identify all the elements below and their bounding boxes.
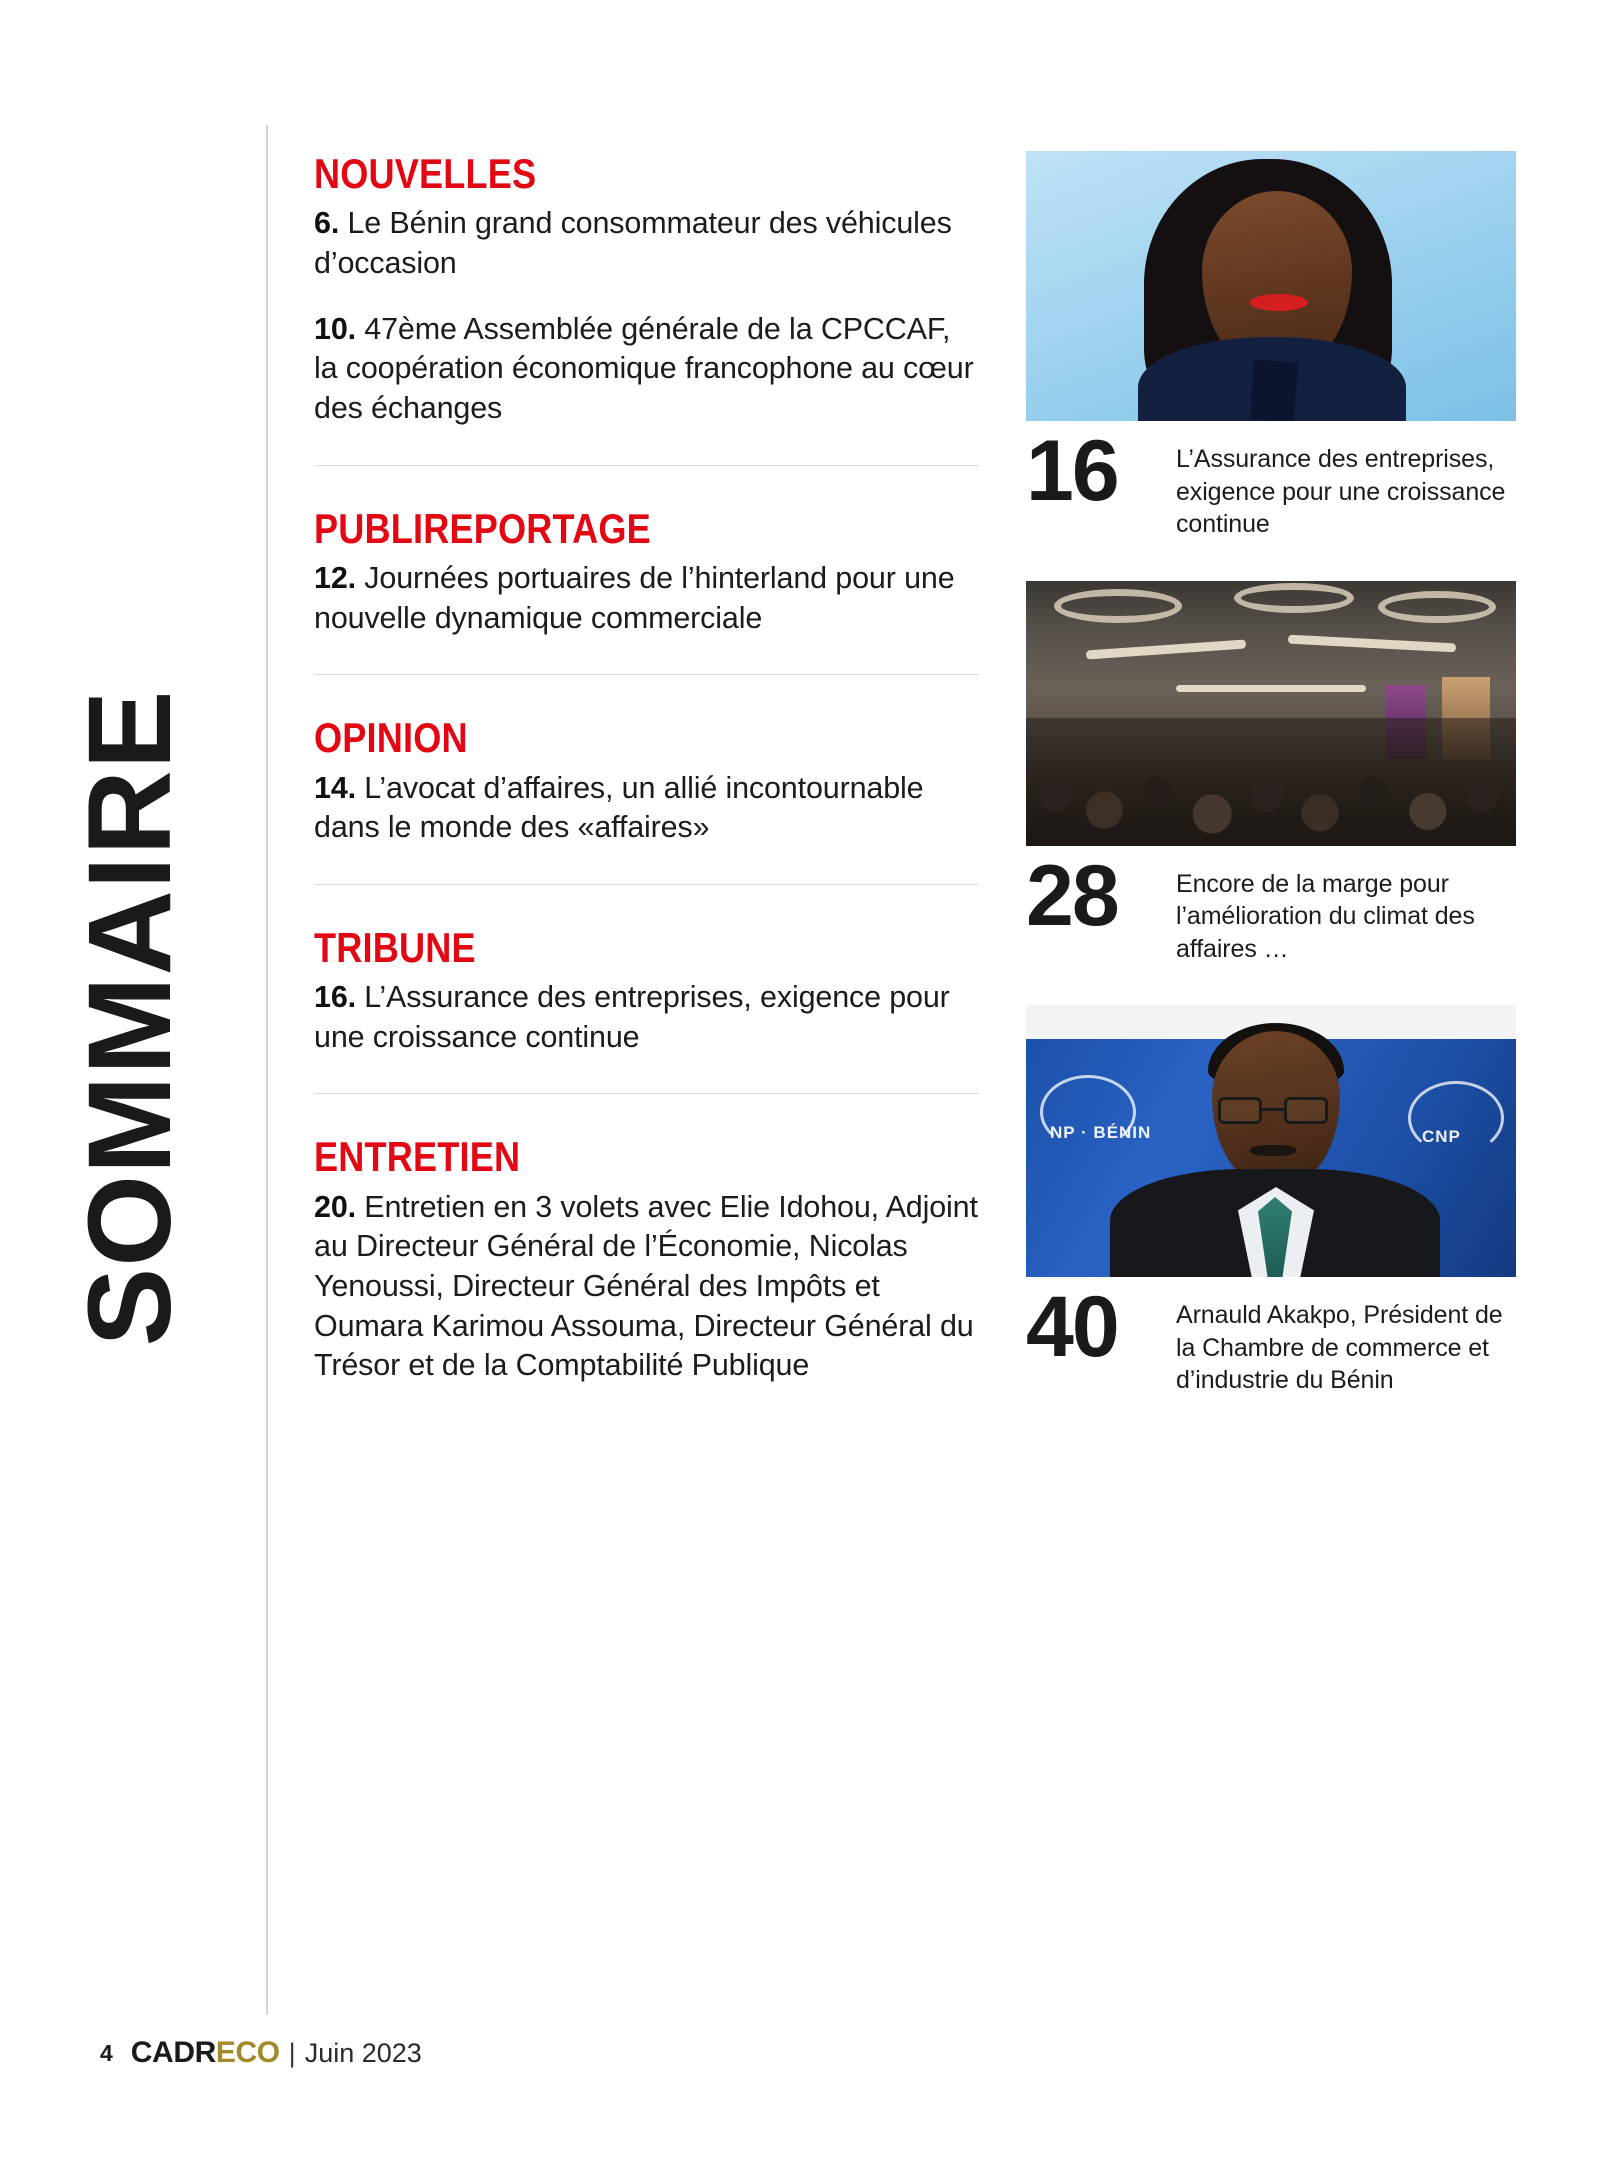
portrait-man-cnp-benin-backdrop-photo	[1026, 1005, 1516, 1277]
page-footer	[100, 2036, 422, 2070]
eyeglasses-right-lens	[1284, 1097, 1328, 1124]
feature-page-number: 28	[1026, 847, 1118, 944]
section-heading: PUBLIREPORTAGE	[314, 504, 651, 552]
portrait-woman-blue-background-photo	[1026, 151, 1516, 421]
entry-spacer	[314, 284, 979, 310]
feature-page-number: 40	[1026, 1279, 1118, 1375]
toc-section-entretien	[314, 1098, 979, 1390]
feature-caption: L’Assurance des entreprises, exigence pour une croissance continue	[1176, 445, 1506, 538]
entry-title: Journées portuaires de l’hinterland pour une nouvelle dynamique commerciale	[314, 560, 955, 635]
linear-light	[1176, 685, 1366, 692]
entry-title: Entretien en 3 volets avec Elie Idohou, Adjoint au Directeur Général de l’Économie, Nicolas Yenoussi, Directeur Général des Impôts et Oumara Karimou Assouma, Directeur Général du Trésor et de la Comptabilité Publique	[314, 1189, 978, 1383]
backdrop-logo-right: CNP	[1422, 1127, 1461, 1146]
page-title-sommaire: SOMMAIRE	[64, 689, 196, 1347]
section-heading: OPINION	[314, 714, 468, 762]
toc-section-nouvelles	[314, 151, 979, 470]
toc-section-opinion	[314, 679, 979, 889]
section-divider	[314, 674, 979, 675]
toc-entry[interactable]	[314, 310, 979, 429]
footer-brand-accent: ECO	[215, 2036, 280, 2069]
toc-sections-column	[314, 151, 979, 1390]
toc-entry[interactable]	[314, 204, 979, 283]
footer-issue-date: Juin 2023	[304, 2037, 422, 2068]
feature-caption-row	[1026, 847, 1516, 966]
feature-caption: Encore de la marge pour l’amélioration du climat des affaires …	[1176, 869, 1475, 963]
lips-shape	[1250, 294, 1308, 311]
toc-section-tribune	[314, 889, 979, 1099]
footer-brand-main: CADR	[130, 2036, 216, 2069]
entry-page-number: 12.	[314, 560, 356, 595]
section-divider	[314, 884, 979, 885]
footer-separator: |	[288, 2037, 296, 2068]
feature-item[interactable]	[1026, 1005, 1516, 1397]
footer-brand	[131, 2036, 280, 2070]
section-divider	[314, 465, 979, 466]
section-divider	[314, 1093, 979, 1094]
collar-shape	[1250, 360, 1298, 421]
mustache-shape	[1250, 1145, 1296, 1156]
entry-page-number: 10.	[314, 311, 356, 346]
entry-page-number: 20.	[314, 1189, 356, 1224]
ceiling-ring-light	[1378, 591, 1496, 623]
entry-page-number: 6.	[314, 206, 340, 241]
feature-item[interactable]	[1026, 151, 1516, 541]
toc-section-publireportage	[314, 470, 979, 680]
feature-caption: Arnauld Akakpo, Président de la Chambre de commerce et d’industrie du Bénin	[1176, 1301, 1503, 1394]
entry-title: L’avocat d’affaires, un allié incontournable dans le monde des «affaires»	[314, 770, 924, 845]
feature-item[interactable]	[1026, 581, 1516, 966]
toc-content	[266, 125, 1546, 2015]
ceiling-ring-light	[1054, 589, 1182, 623]
toc-entry[interactable]	[314, 559, 979, 638]
section-heading: NOUVELLES	[314, 150, 537, 197]
toc-entry[interactable]	[314, 769, 979, 848]
eyeglasses-left-lens	[1218, 1097, 1262, 1124]
eyeglasses-bridge	[1262, 1108, 1284, 1111]
section-heading: TRIBUNE	[314, 923, 476, 971]
entry-title: Le Bénin grand consommateur des véhicules d’occasion	[314, 206, 952, 280]
footer-page-number: 4	[100, 2039, 113, 2066]
backdrop-logo-left: NP · BÉNIN	[1050, 1123, 1152, 1142]
entry-page-number: 16.	[314, 980, 356, 1015]
toc-entry[interactable]	[314, 1188, 979, 1386]
entry-title: 47ème Assemblée générale de la CPCCAF, la coopération économique francophone au cœur des échanges	[314, 311, 974, 425]
feature-caption-row	[1026, 423, 1516, 541]
entry-page-number: 14.	[314, 770, 356, 805]
feature-page-number: 16	[1026, 423, 1118, 519]
section-heading: ENTRETIEN	[314, 1133, 521, 1181]
toc-features-column	[1026, 151, 1516, 1437]
entry-title: L’Assurance des entreprises, exigence pour une croissance continue	[314, 980, 950, 1054]
toc-entry[interactable]	[314, 978, 979, 1057]
feature-caption-row	[1026, 1279, 1516, 1397]
sommaire-rail	[0, 0, 266, 2165]
audience-crowd	[1026, 718, 1516, 846]
ceiling-ring-light	[1234, 583, 1354, 613]
conference-hall-audience-photo	[1026, 581, 1516, 846]
